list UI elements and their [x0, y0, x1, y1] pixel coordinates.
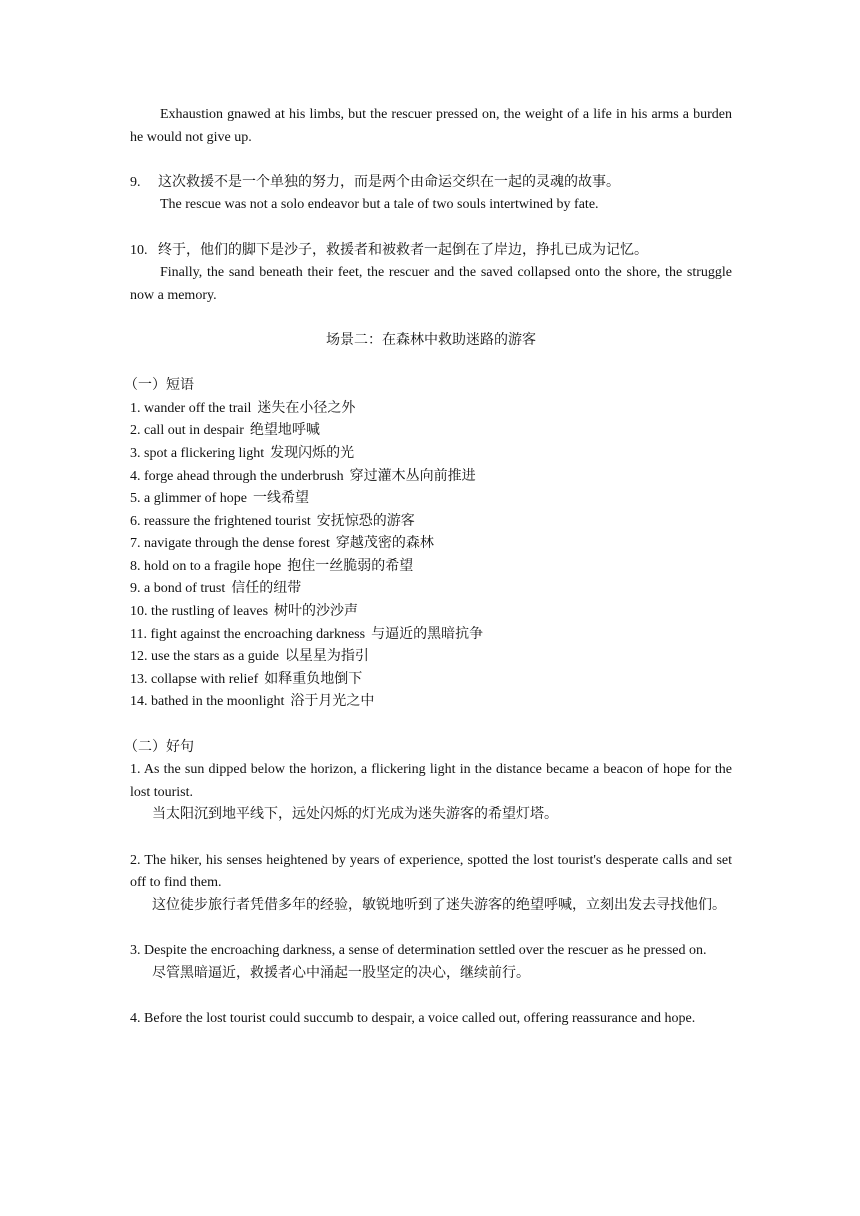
- phrase-item: [130, 578, 732, 601]
- phrase-cn: 一线希望: [253, 491, 310, 507]
- phrase-en: 12. use the stars as a guide: [130, 649, 279, 665]
- phrase-cn: 发现闪烁的光: [270, 445, 355, 461]
- item-cn: 终于，他们的脚下是沙子，救援者和被救者一起倒在了岸边，挣扎已成为记忆。: [158, 242, 648, 258]
- phrase-cn: 信任的纽带: [231, 581, 302, 597]
- phrase-en: 7. navigate through the dense forest: [130, 536, 330, 552]
- phrase-cn: 树叶的沙沙声: [274, 604, 359, 620]
- sentence-en: 4. Before the lost tourist could succumb to despair, a voice called out, offering reassurance and hope.: [130, 1010, 696, 1026]
- phrase-cn: 绝望地呼喊: [249, 423, 320, 439]
- phrase-cn: 迷失在小径之外: [257, 400, 356, 416]
- spacer: [130, 985, 732, 1008]
- phrase-item: [130, 466, 732, 489]
- phrase-en: 8. hold on to a fragile hope: [130, 558, 282, 574]
- phrase-cn: 穿过灌木丛向前推进: [349, 468, 476, 484]
- phrases-heading: （一）短语: [124, 378, 194, 394]
- phrase-en: 3. spot a flickering light: [130, 445, 265, 461]
- phrase-en: 4. forge ahead through the underbrush: [130, 468, 344, 484]
- phrase-list: [130, 398, 732, 714]
- phrase-en: 9. a bond of trust: [130, 581, 226, 597]
- phrase-en: 6. reassure the frightened tourist: [130, 513, 311, 529]
- phrase-en: 14. bathed in the moonlight: [130, 694, 285, 710]
- phrase-en: 5. a glimmer of hope: [130, 491, 248, 507]
- phrase-cn: 如释重负地倒下: [264, 671, 363, 687]
- phrase-item: [130, 601, 732, 624]
- spacer: [130, 827, 732, 850]
- item-10: [130, 240, 732, 263]
- item-9: [130, 172, 732, 195]
- item-cn: 这次救援不是一个单独的努力，而是两个由命运交织在一起的灵魂的故事。: [158, 174, 620, 190]
- sentence-cn: 尽管黑暗逼近，救援者心中涌起一股坚定的决心，继续前行。: [152, 965, 530, 981]
- phrase-item: [130, 624, 732, 647]
- phrase-item: [130, 646, 732, 669]
- phrase-item: [130, 420, 732, 443]
- phrase-item: [130, 488, 732, 511]
- phrase-cn: 穿越茂密的森林: [335, 536, 434, 552]
- sentence-en: 3. Despite the encroaching darkness, a sense of determination settled over the rescuer as he pressed on.: [130, 942, 707, 958]
- phrase-cn: 与逼近的黑暗抗争: [371, 626, 484, 642]
- phrase-item: [130, 511, 732, 534]
- phrase-cn: 以星星为指引: [284, 649, 369, 665]
- sentence-en: 1. As the sun dipped below the horizon, a flickering light in the distance became a beacon of hope for the lost tourist.: [130, 762, 732, 800]
- en-paragraph: Exhaustion gnawed at his limbs, but the rescuer pressed on, the weight of a life in his arms a burden he would not give up.: [130, 107, 732, 145]
- phrase-en: 1. wander off the trail: [130, 400, 252, 416]
- spacer: [130, 353, 732, 376]
- sentence-en: 2. The hiker, his senses heightened by years of experience, spotted the lost tourist's desperate calls and set off to find them.: [130, 852, 732, 891]
- phrase-item: [130, 669, 732, 692]
- phrase-item: [130, 691, 732, 714]
- item-number: 10.: [130, 242, 148, 258]
- phrase-cn: 抱住一丝脆弱的希望: [287, 558, 414, 574]
- phrase-en: 11. fight against the encroaching darkness: [130, 626, 366, 642]
- item-en: The rescue was not a solo endeavor but a tale of two souls intertwined by fate.: [160, 197, 599, 213]
- document-page: [124, 104, 732, 1030]
- phrase-item: [130, 533, 732, 556]
- item-en: Finally, the sand beneath their feet, the rescuer and the saved collapsed onto the shore, the struggle now a memory.: [130, 265, 732, 303]
- phrase-en: 2. call out in despair: [130, 423, 244, 439]
- phrase-item: [130, 443, 732, 466]
- phrase-cn: 浴于月光之中: [290, 694, 375, 710]
- sentence-cn: 这位徒步旅行者凭借多年的经验，敏锐地听到了迷失游客的绝望呼喊，立刻出发去寻找他们。: [152, 897, 726, 913]
- sentences-heading: （二）好句: [124, 739, 194, 755]
- phrase-cn: 安抚惊恐的游客: [316, 513, 415, 529]
- scene-title: 场景二：在森林中救助迷路的游客: [326, 332, 536, 348]
- spacer: [130, 149, 732, 172]
- phrase-en: 13. collapse with relief: [130, 671, 259, 687]
- item-number: 9.: [130, 174, 141, 190]
- phrase-en: 10. the rustling of leaves: [130, 604, 269, 620]
- phrase-item: [130, 398, 732, 421]
- phrase-item: [130, 556, 732, 579]
- spacer: [130, 917, 732, 940]
- sentence-cn: 当太阳沉到地平线下，远处闪烁的灯光成为迷失游客的希望灯塔。: [152, 807, 558, 823]
- spacer: [130, 307, 732, 330]
- spacer: [130, 714, 732, 737]
- spacer: [130, 217, 732, 240]
